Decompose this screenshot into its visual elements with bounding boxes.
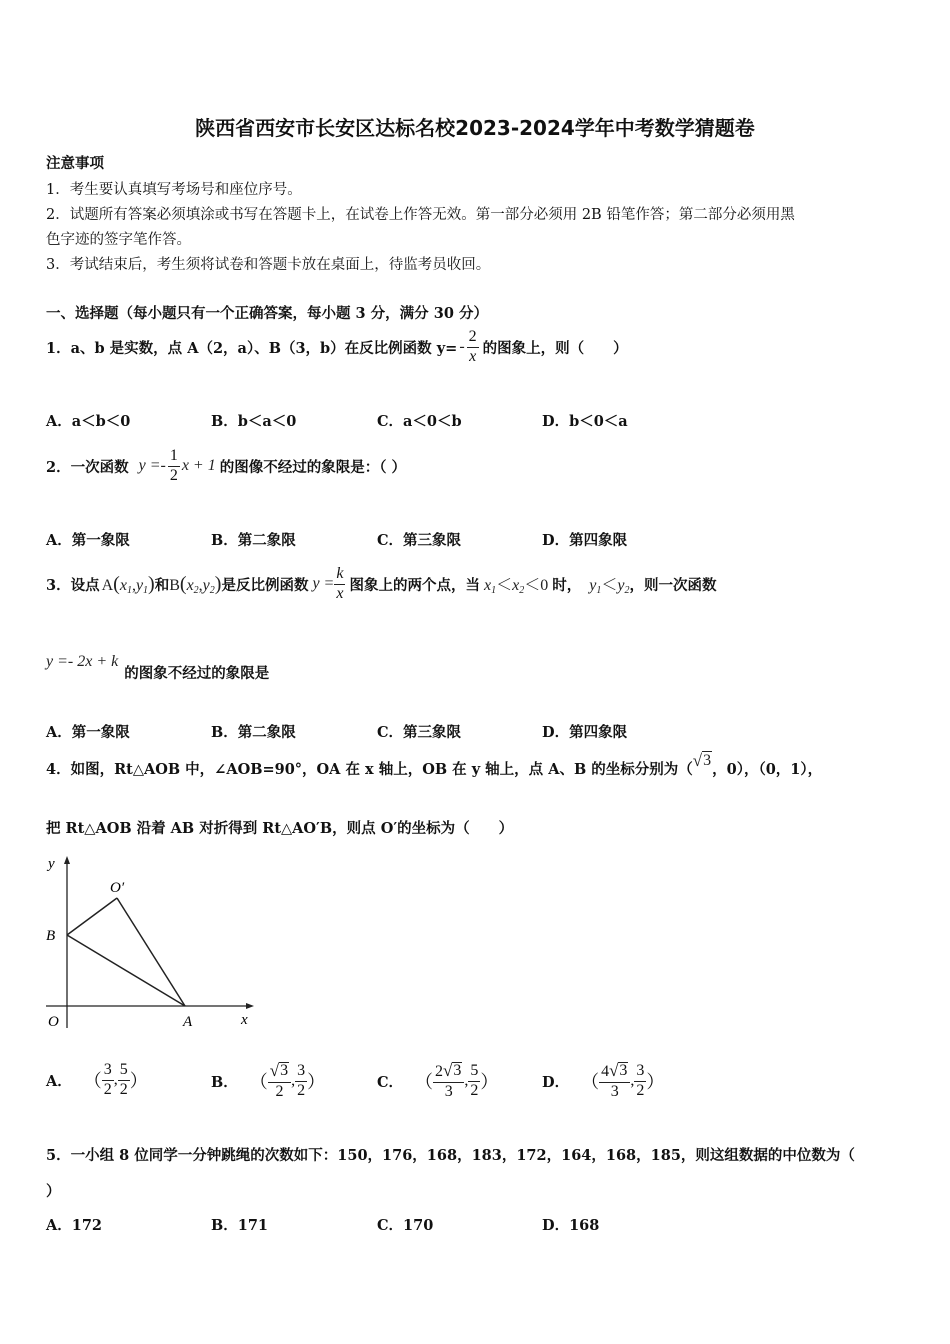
q3-option-a: A．第一象限 — [46, 724, 130, 741]
label-o-prime: O′ — [110, 880, 125, 896]
notice-item-3: 3．考试结束后，考生须将试卷和答题卡放在桌面上，待监考员收回。 — [46, 257, 491, 273]
q3-mid2: 图象上的两个点，当 — [349, 576, 480, 594]
q3-condition: $x_1<x_2<0$ — [483, 577, 549, 597]
q4-sqrt3: √ 3 — [692, 750, 712, 770]
q2-option-b: B．第二象限 — [211, 532, 296, 549]
q1-frac-num: 2 — [467, 329, 479, 348]
q3-mid: 是反比例函数 — [221, 576, 309, 594]
q4-option-a: A． （ $\frac{3}{2}$ , $\frac{5}{2}$ ） — [46, 1061, 148, 1098]
question-2 — [46, 448, 406, 485]
q2-option-d: D．第四象限 — [542, 532, 628, 549]
q2-stem: 2．一次函数 — [46, 458, 129, 476]
q3-fn-num: k — [334, 566, 345, 585]
q2-rhs: x + 1 — [181, 457, 216, 475]
q3-linear-fn: y =- 2x + k — [46, 653, 119, 670]
q3-and: 和 — [154, 576, 170, 594]
q2-frac-num: 1 — [168, 448, 180, 467]
figure-background — [38, 848, 260, 1038]
label-a: A — [183, 1014, 193, 1030]
q2-lhs: y =- — [138, 457, 166, 475]
q4-option-b: B． （ √ 3 2 , $\frac{3}{2}$ ） — [211, 1061, 326, 1100]
label-y: y — [48, 856, 55, 872]
notice-heading: 注意事项 — [46, 155, 104, 172]
q2-tail: 的图像不经过的象限是：（ ） — [219, 458, 407, 476]
q1-option-d: D．b＜0＜a — [542, 413, 628, 430]
q5-option-b: B．171 — [211, 1217, 269, 1234]
q2-fraction — [168, 448, 180, 485]
question-5-line2: ） — [46, 1183, 61, 1200]
page-title: 陕西省西安市长安区达标名校2023-2024学年中考数学猜题卷 — [195, 116, 755, 140]
label-x: x — [241, 1012, 248, 1028]
question-3 — [46, 566, 716, 603]
q4-line1-post: ，0），（0，1）， — [712, 761, 823, 778]
q3-option-d: D．第四象限 — [542, 724, 628, 741]
notice-item-2-cont: 色字迹的签字笔作答。 — [46, 232, 191, 248]
q3-option-b: B．第二象限 — [211, 724, 296, 741]
q3-stem: 3．设点 — [46, 576, 100, 594]
q3-fn-den: x — [336, 584, 344, 602]
q3-tail: ，则一次函数 — [629, 576, 717, 594]
section-heading: 一、选择题（每小题只有一个正确答案，每小题 3 分，满分 30 分） — [46, 305, 488, 322]
label-b: B — [46, 928, 56, 944]
q4-option-d: D． （ 4 √ 3 3 , $\frac{3}{2}$ ） — [542, 1061, 665, 1100]
question-3-line2 — [46, 653, 270, 683]
q5-option-c: C．170 — [377, 1217, 434, 1234]
question-1 — [46, 329, 628, 366]
q3-shi: 时， — [552, 576, 582, 594]
q3-fn-lhs: y = — [312, 575, 335, 593]
q3-point-b: $B(x_2,y_2)$ — [169, 572, 222, 596]
q1-minus: - — [459, 338, 465, 356]
q4-line1-pre: 4．如图，Rt△AOB 中，∠AOB=90°，OA 在 x 轴上，OB 在 y 轴上，点 A、B 的坐标分别为（ — [46, 761, 693, 778]
question-4-line2: 把 Rt△AOB 沿着 AB 对折得到 Rt△AO′B，则点 O′的坐标为（ ） — [46, 820, 514, 837]
q3-option-c: C．第三象限 — [377, 724, 462, 741]
q2-option-a: A．第一象限 — [46, 532, 130, 549]
question-4 — [46, 750, 823, 779]
q5-option-d: D．168 — [542, 1217, 600, 1234]
q5-option-a: A．172 — [46, 1217, 103, 1234]
q1-option-a: A．a＜b＜0 — [46, 413, 131, 430]
q1-fraction — [467, 329, 479, 366]
label-o: O — [48, 1014, 59, 1030]
notice-item-2: 2．试题所有答案必须填涂或书写在答题卡上，在试卷上作答无效。第一部分必须用 2B 铅笔作答；第二部分必须用黑 — [46, 207, 795, 223]
q3-line2-text: 的图象不经过的象限是 — [124, 665, 270, 682]
q3-y-condition: $y_1<y_2$ — [589, 577, 630, 597]
q2-option-c: C．第三象限 — [377, 532, 462, 549]
q1-frac-den: x — [469, 347, 477, 365]
q1-option-b: B．b＜a＜0 — [211, 413, 297, 430]
q4-option-c: C． （ 2 √ 3 3 , $\frac{5}{2}$ ） — [377, 1061, 499, 1100]
notice-item-1: 1．考生要认真填写考场号和座位序号。 — [46, 182, 302, 198]
q1-option-c: C．a＜0＜b — [377, 413, 462, 430]
q3-fn-fraction — [334, 566, 345, 603]
q1-stem: 1．a、b 是实数，点 A（2，a）、B（3，b）在反比例函数 y= — [46, 339, 458, 357]
question-5: 5．一小组 8 位同学一分钟跳绳的次数如下：150，176，168，183，172，164，168，185，则这组数据的中位数为（ — [46, 1147, 855, 1164]
q2-frac-den: 2 — [169, 466, 178, 484]
q1-tail: 的图象上，则（ ） — [482, 339, 628, 357]
q4-figure — [38, 848, 260, 1038]
q3-point-a: $A(x_1,y_1)$ — [101, 572, 155, 596]
